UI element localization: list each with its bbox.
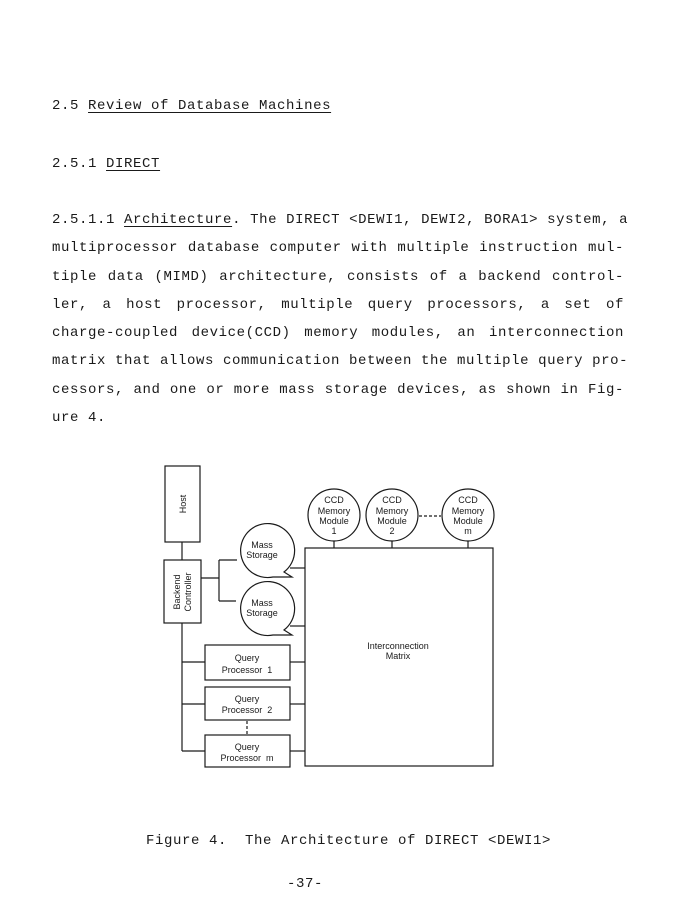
paragraph-line: matrix that allows communication between the multiple query pro-: [52, 353, 629, 370]
mass-storage-2-label-1: Mass: [251, 598, 273, 608]
page-number: -37-: [287, 876, 324, 892]
mass-storage-1-label-1: Mass: [251, 540, 273, 550]
ccd-1-label-2: Memory: [317, 506, 351, 516]
matrix-label-2: Matrix: [385, 651, 411, 661]
subsection-number: 2.5.1: [52, 156, 98, 172]
paragraph-first-line-text: . The DIRECT <DEWI1, DEWI2, BORA1> system, a: [232, 212, 629, 228]
paragraph-line: multiprocessor database computer with multiple instruction mul-: [52, 240, 624, 257]
ccd-2-label-3: Module: [377, 516, 407, 526]
host-label: Host: [178, 494, 188, 514]
paragraph-title: Architecture: [124, 212, 233, 228]
paragraph-number: 2.5.1.1: [52, 212, 116, 228]
ccd-m-label-4: m: [464, 526, 472, 536]
section-title: Review of Database Machines: [88, 98, 332, 114]
query-1-label-1: Query: [234, 653, 260, 663]
mass-storage-2-label-2: Storage: [246, 608, 278, 618]
ccd-m-label-2: Memory: [451, 506, 485, 516]
ccd-2-label-1: CCD: [382, 495, 402, 505]
paragraph-line: ler, a host processor, multiple query processors, a set of: [52, 296, 624, 313]
paragraph-line: tiple data (MIMD) architecture, consists of a backend control-: [52, 268, 624, 285]
ccd-1-label-3: Module: [319, 516, 349, 526]
backend-controller-label-1: Backend: [172, 574, 182, 610]
ccd-m-label-1: CCD: [458, 495, 478, 505]
query-2-label-1: Query: [234, 694, 260, 704]
ccd-m-label-3: Module: [453, 516, 483, 526]
query-m-label-2: Processor m: [220, 753, 274, 763]
query-1-label-2: Processor 1: [221, 665, 273, 675]
paragraph-line: ure 4.: [52, 410, 107, 427]
ccd-2-label-4: 2: [389, 526, 395, 536]
paragraph-line: cessors, and one or more mass storage devices, as shown in Fig-: [52, 381, 624, 398]
figure-caption: Figure 4. The Architecture of DIRECT <DEWI1>: [146, 833, 552, 849]
section-number: 2.5: [52, 98, 80, 114]
ccd-1-label-1: CCD: [324, 495, 344, 505]
paragraph-line: charge-coupled device(CCD) memory modules, an interconnection: [52, 325, 624, 342]
ccd-1-label-4: 1: [331, 526, 337, 536]
query-m-label-1: Query: [234, 742, 260, 752]
matrix-label-1: Interconnection: [367, 641, 429, 651]
ccd-2-label-2: Memory: [375, 506, 409, 516]
mass-storage-1-label-2: Storage: [246, 550, 278, 560]
subsection-title: DIRECT: [106, 156, 161, 172]
backend-controller-label-2: Controller: [183, 572, 193, 612]
query-2-label-2: Processor 2: [221, 705, 273, 715]
